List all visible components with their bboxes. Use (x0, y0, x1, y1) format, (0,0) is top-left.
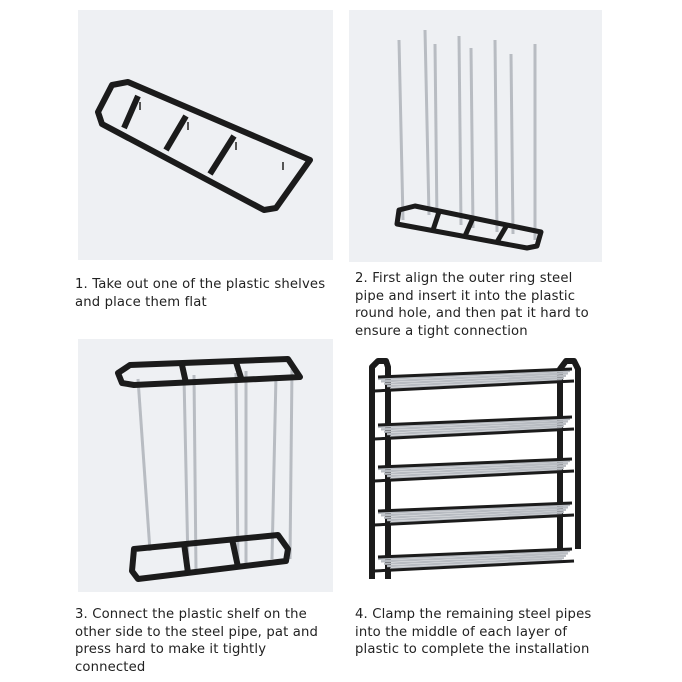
rack-tier (374, 549, 574, 571)
rack-tier (374, 369, 574, 391)
step-2-caption (355, 270, 615, 340)
plastic-shelf-illustration (78, 10, 333, 260)
rack-tier (374, 417, 574, 439)
step-4-image (348, 339, 601, 592)
pipes-insert-illustration (349, 10, 602, 262)
caption-line: round hole, and then pat it hard to (355, 306, 589, 321)
rack-tiers (374, 369, 574, 571)
caption-line: 4. Clamp the remaining steel pipes (355, 607, 592, 622)
step-3-caption (75, 606, 345, 676)
step-1-image (78, 10, 333, 260)
step-4-caption (355, 606, 620, 659)
caption-line: press hard to make it tightly (75, 642, 267, 657)
caption-line: ensure a tight connection (355, 323, 528, 339)
caption-line: 3. Connect the plastic shelf on the (75, 607, 307, 622)
caption-line: into the middle of each layer of (355, 624, 568, 640)
caption-line: other side to the steel pipe, pat and (75, 624, 319, 640)
caption-line: and place them flat (75, 294, 207, 310)
caption-line: 1. Take out one of the plastic shelves (75, 277, 326, 292)
caption-line: pipe and insert it into the plastic (355, 288, 576, 304)
assembled-rack-illustration (348, 339, 601, 592)
rack-tier (374, 503, 574, 525)
caption-line: 2. First align the outer ring steel (355, 271, 573, 286)
step-2-image (349, 10, 602, 262)
step-3-image (78, 339, 333, 592)
shelf-connect-illustration (78, 339, 333, 592)
caption-line: connected (75, 659, 146, 675)
step-1-caption (75, 276, 345, 311)
caption-line: plastic to complete the installation (355, 642, 590, 657)
rack-tier (374, 459, 574, 481)
